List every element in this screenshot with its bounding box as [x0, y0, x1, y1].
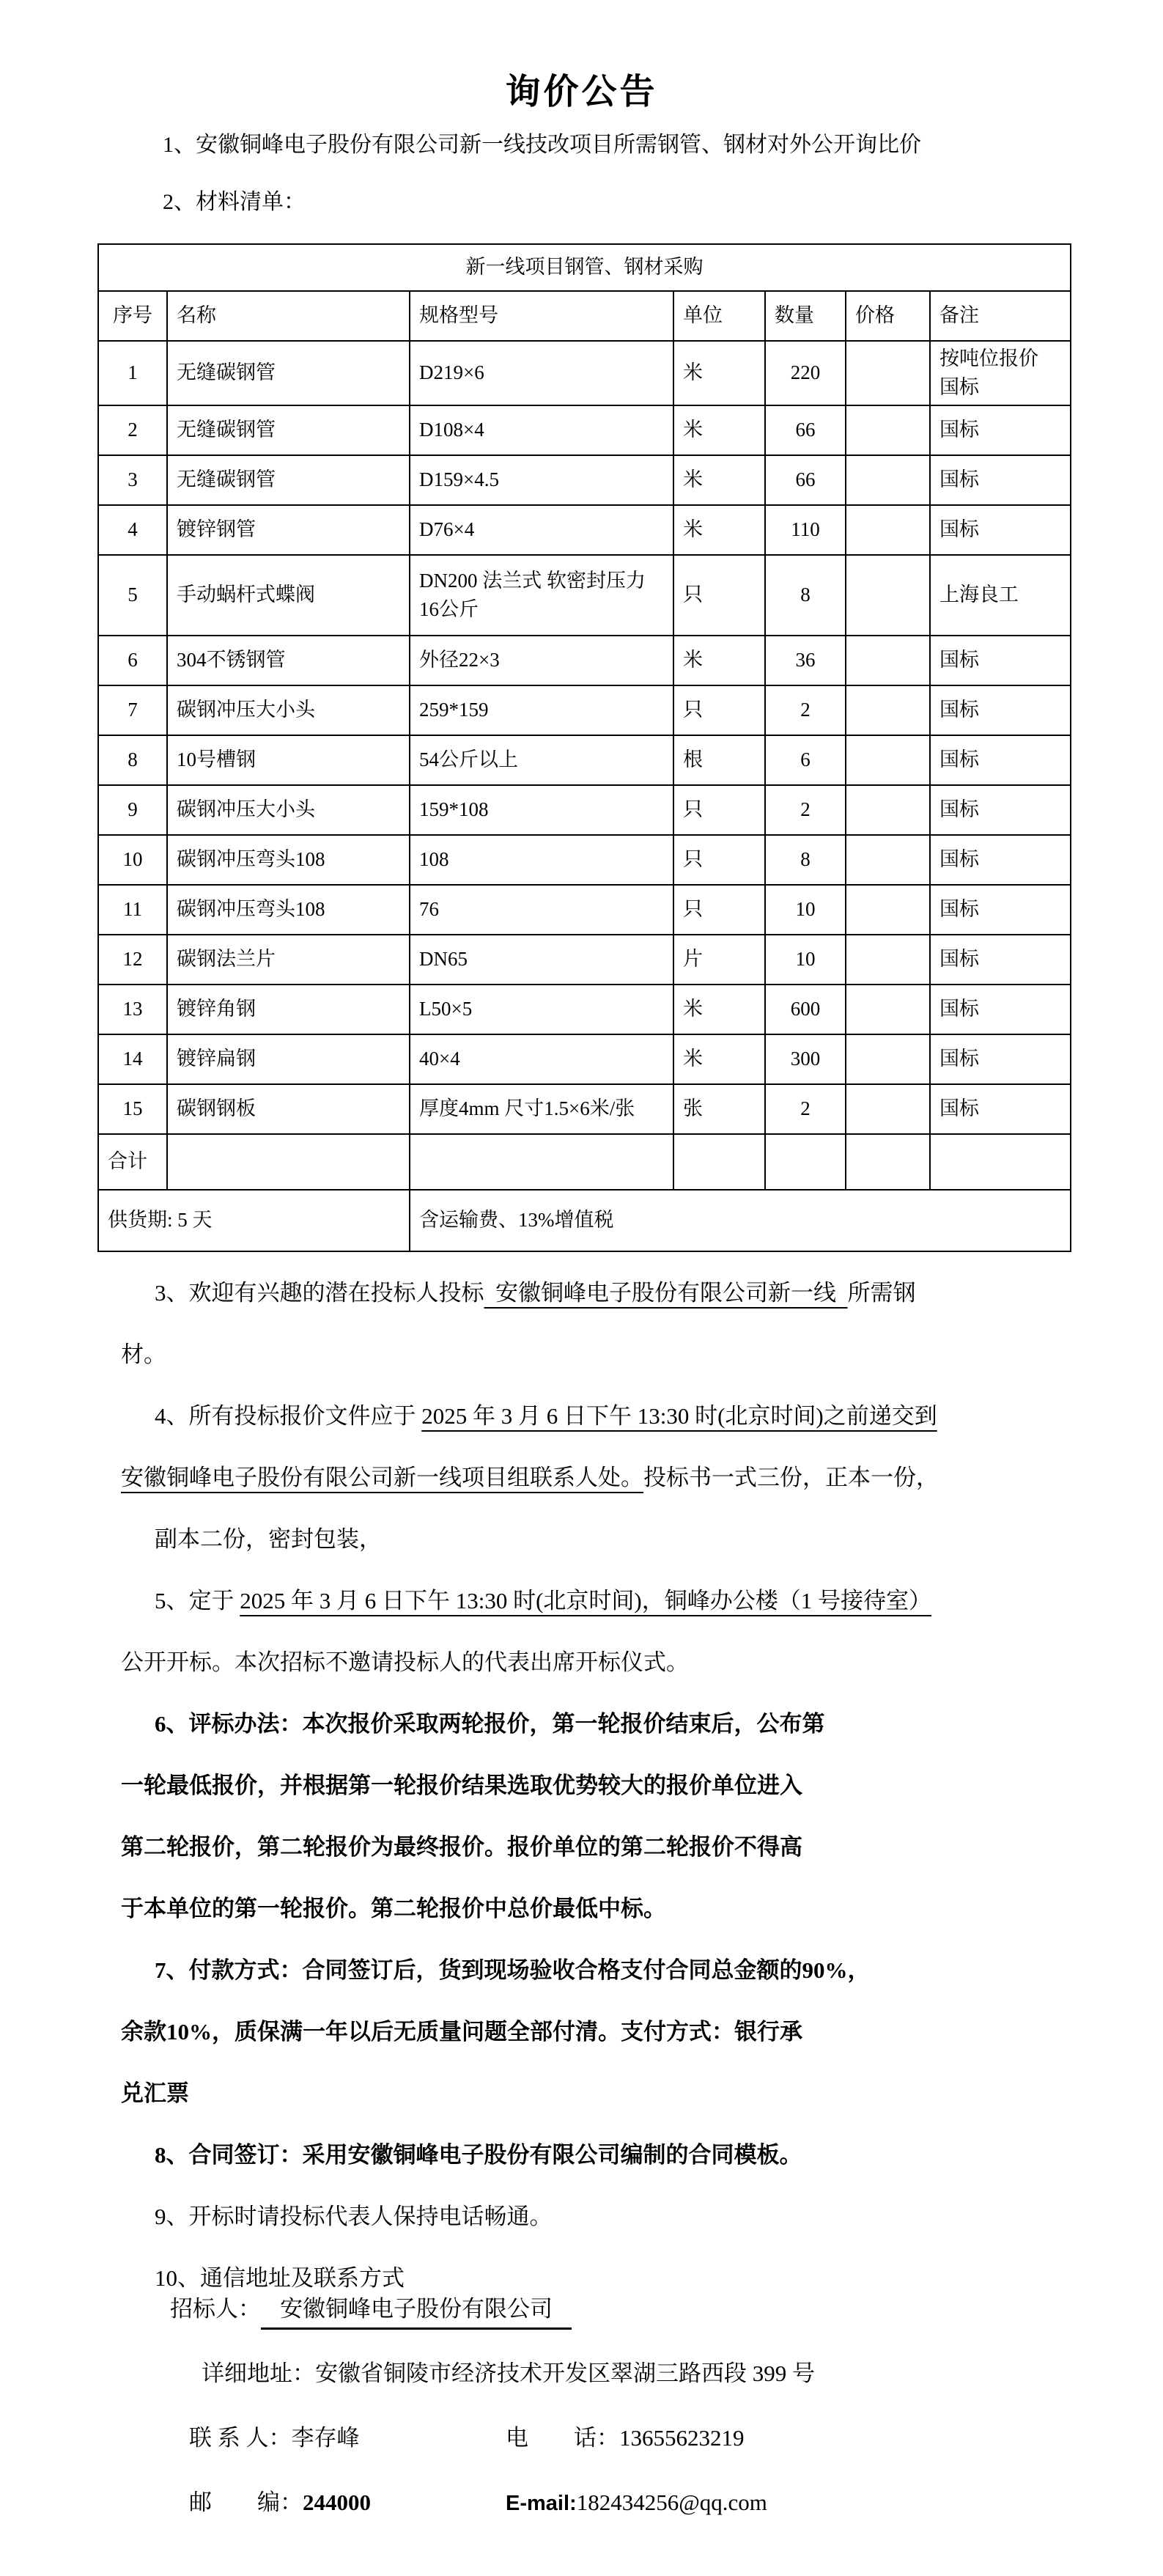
item-remark: 国标	[930, 785, 1071, 835]
row-no: 1	[98, 341, 167, 405]
paragraph-line	[121, 1447, 1074, 1509]
row-no: 14	[98, 1034, 167, 1084]
address-line	[202, 2356, 815, 2391]
column-header: 数量	[765, 291, 846, 341]
row-no: 5	[98, 555, 167, 636]
text-segment: 6、评标办法：本次报价采取两轮报价，第一轮报价结束后，公布第	[155, 1711, 825, 1737]
item-unit: 根	[673, 735, 765, 785]
item-remark: 国标	[930, 985, 1071, 1034]
paragraph-line	[121, 1693, 1074, 1755]
item-spec: DN65	[410, 935, 673, 985]
item-spec: 厚度4mm 尺寸1.5×6米/张	[410, 1084, 673, 1134]
item-price	[846, 735, 930, 785]
item-remark: 国标	[930, 935, 1071, 985]
bidder-label: 招标人：	[170, 2296, 261, 2322]
row-no: 12	[98, 935, 167, 985]
table-row	[98, 885, 1071, 935]
row-no: 13	[98, 985, 167, 1034]
underlined-text: 安徽铜峰电子股份有限公司新一线	[484, 1280, 848, 1306]
terms-section	[121, 1262, 1074, 2309]
table-row	[98, 985, 1071, 1034]
text-segment: 第二轮报价，第二轮报价为最终报价。报价单位的第二轮报价不得高	[121, 1834, 802, 1860]
item-spec: L50×5	[410, 985, 673, 1034]
text-segment: 材。	[121, 1342, 166, 1367]
paragraph-line	[121, 1940, 1074, 2001]
item-remark: 国标	[930, 835, 1071, 885]
materials-table	[97, 243, 1071, 1252]
item-qty: 220	[765, 341, 846, 405]
table-row	[98, 341, 1071, 405]
text-segment: 所需钢	[847, 1280, 916, 1306]
total-label: 合计	[98, 1134, 167, 1190]
text-segment: 4、所有投标报价文件应于	[155, 1403, 422, 1429]
column-header: 规格型号	[410, 291, 673, 341]
item-unit: 米	[673, 985, 765, 1034]
item-qty: 8	[765, 555, 846, 636]
item-price	[846, 341, 930, 405]
item-qty: 36	[765, 636, 846, 685]
text-segment: 一轮最低报价，并根据第一轮报价结果选取优势较大的报价单位进入	[121, 1773, 802, 1798]
item-price	[846, 935, 930, 985]
item-spec: 40×4	[410, 1034, 673, 1084]
text-segment: 兑汇票	[121, 2080, 189, 2106]
row-no: 7	[98, 685, 167, 735]
row-no: 11	[98, 885, 167, 935]
item-remark: 国标	[930, 885, 1071, 935]
paragraph-line	[121, 2001, 1074, 2063]
item-unit: 米	[673, 341, 765, 405]
paragraph-line	[121, 1570, 1074, 1632]
item-qty: 66	[765, 405, 846, 455]
person-name: 李存峰	[291, 2425, 360, 2451]
item-unit: 只	[673, 685, 765, 735]
row-no: 8	[98, 735, 167, 785]
paragraph-line	[121, 1878, 1074, 1940]
intro-item-1: 1、安徽铜峰电子股份有限公司新一线技改项目所需钢管、钢材对外公开询比价	[163, 133, 921, 157]
item-name: 碳钢法兰片	[167, 935, 410, 985]
item-unit: 只	[673, 785, 765, 835]
email-value: 182434256@qq.com	[576, 2489, 767, 2515]
table-row	[98, 636, 1071, 685]
terms-paragraph	[121, 1693, 1074, 1940]
item-name: 碳钢冲压弯头108	[167, 835, 410, 885]
item-unit: 米	[673, 636, 765, 685]
supply-period: 供货期: 5 天	[98, 1190, 410, 1251]
item-price	[846, 835, 930, 885]
phone-number: 13655623219	[619, 2425, 745, 2451]
table-caption: 新一线项目钢管、钢材采购	[98, 244, 1071, 291]
column-header: 价格	[846, 291, 930, 341]
paragraph-line	[121, 1632, 1074, 1693]
item-name: 碳钢冲压弯头108	[167, 885, 410, 935]
item-remark: 上海良工	[930, 555, 1071, 636]
paragraph-line	[121, 1817, 1074, 1878]
address-value: 安徽省铜陵市经济技术开发区翠湖三路西段 399 号	[315, 2360, 815, 2386]
item-unit: 只	[673, 555, 765, 636]
row-no: 15	[98, 1084, 167, 1134]
phone-label: 电 话：	[506, 2425, 619, 2451]
paragraph-line	[121, 1262, 1074, 1324]
item-qty: 6	[765, 735, 846, 785]
item-spec: D159×4.5	[410, 455, 673, 505]
table-row	[98, 785, 1071, 835]
column-header: 序号	[98, 291, 167, 341]
item-spec: 54公斤以上	[410, 735, 673, 785]
terms-paragraph	[121, 1570, 1074, 1693]
item-unit: 米	[673, 1034, 765, 1084]
item-price	[846, 1084, 930, 1134]
table-row	[98, 455, 1071, 505]
item-qty: 2	[765, 1084, 846, 1134]
item-name: 手动蜗杆式蝶阀	[167, 555, 410, 636]
bidder-line	[170, 2292, 572, 2327]
table-row	[98, 685, 1071, 735]
item-unit: 米	[673, 455, 765, 505]
item-unit: 只	[673, 835, 765, 885]
table-row	[98, 405, 1071, 455]
row-no: 6	[98, 636, 167, 685]
text-segment: 公开开标。本次招标不邀请投标人的代表出席开标仪式。	[121, 1649, 689, 1675]
item-name: 无缝碳钢管	[167, 455, 410, 505]
item-spec: 76	[410, 885, 673, 935]
item-qty: 10	[765, 885, 846, 935]
item-name: 碳钢冲压大小头	[167, 685, 410, 735]
paragraph-line	[121, 2186, 1074, 2248]
zip-line	[189, 2485, 767, 2520]
item-price	[846, 1034, 930, 1084]
paragraph-line	[121, 2063, 1074, 2124]
row-no: 10	[98, 835, 167, 885]
item-qty: 66	[765, 455, 846, 505]
item-remark: 国标	[930, 685, 1071, 735]
item-name: 无缝碳钢管	[167, 405, 410, 455]
text-segment: 副本二份，密封包装，	[155, 1526, 382, 1552]
table-caption-row	[98, 244, 1071, 291]
email-group	[506, 2485, 767, 2521]
item-name: 碳钢钢板	[167, 1084, 410, 1134]
item-spec: D108×4	[410, 405, 673, 455]
text-segment: 3、欢迎有兴趣的潜在投标人投标	[155, 1280, 484, 1306]
text-segment: 于本单位的第一轮报价。第二轮报价中总价最低中标。	[121, 1896, 666, 1921]
item-price	[846, 455, 930, 505]
item-price	[846, 636, 930, 685]
item-name: 镀锌角钢	[167, 985, 410, 1034]
person-label: 联 系 人：	[189, 2425, 292, 2451]
item-remark: 国标	[930, 636, 1071, 685]
total-row	[98, 1134, 1071, 1190]
item-price	[846, 685, 930, 735]
zip-label: 邮 编：	[189, 2489, 303, 2515]
column-header: 名称	[167, 291, 410, 341]
item-spec: 159*108	[410, 785, 673, 835]
item-price	[846, 405, 930, 455]
item-unit: 只	[673, 885, 765, 935]
item-spec: 外径22×3	[410, 636, 673, 685]
item-price	[846, 885, 930, 935]
email-label: E-mail:	[506, 2492, 577, 2515]
item-unit: 片	[673, 935, 765, 985]
row-no: 2	[98, 405, 167, 455]
table-row	[98, 835, 1071, 885]
row-no: 3	[98, 455, 167, 505]
paragraph-line	[121, 1509, 1074, 1570]
text-segment: 7、付款方式：合同签订后，货到现场验收合格支付合同总金额的90%，	[155, 1957, 871, 1983]
item-remark: 国标	[930, 1034, 1071, 1084]
item-remark: 国标	[930, 1084, 1071, 1134]
supply-note: 含运输费、13%增值税	[410, 1190, 1071, 1251]
item-remark: 国标	[930, 455, 1071, 505]
table-row	[98, 1034, 1071, 1084]
table-header-row	[98, 291, 1071, 341]
table-row	[98, 935, 1071, 985]
item-unit: 米	[673, 505, 765, 555]
item-price	[846, 555, 930, 636]
item-qty: 600	[765, 985, 846, 1034]
text-segment: 投标书一式三份，正本一份，	[643, 1465, 939, 1490]
address-label: 详细地址：	[202, 2360, 315, 2386]
text-segment: 8、合同签订：采用安徽铜峰电子股份有限公司编制的合同模板。	[155, 2142, 802, 2168]
item-name: 碳钢冲压大小头	[167, 785, 410, 835]
column-header: 单位	[673, 291, 765, 341]
item-qty: 8	[765, 835, 846, 885]
item-unit: 张	[673, 1084, 765, 1134]
item-spec: 259*159	[410, 685, 673, 735]
item-name: 镀锌钢管	[167, 505, 410, 555]
paragraph-line	[121, 1385, 1074, 1447]
text-segment: 余款10%，质保满一年以后无质量问题全部付清。支付方式：银行承	[121, 2019, 802, 2045]
underlined-text: 安徽铜峰电子股份有限公司新一线项目组联系人处。	[121, 1465, 643, 1490]
item-name: 镀锌扁钢	[167, 1034, 410, 1084]
text-segment: 10、通信地址及联系方式	[155, 2265, 405, 2291]
item-remark: 按吨位报价 国标	[930, 341, 1071, 405]
row-no: 4	[98, 505, 167, 555]
item-price	[846, 985, 930, 1034]
page-title: 询价公告	[505, 73, 658, 111]
terms-paragraph	[121, 2124, 1074, 2186]
underlined-text: 2025 年 3 月 6 日下午 13:30 时(北京时间)之前递交到	[421, 1403, 937, 1429]
bidder-name: 安徽铜峰电子股份有限公司	[261, 2296, 572, 2330]
text-segment: 9、开标时请投标代表人保持电话畅通。	[155, 2204, 553, 2229]
person-line	[189, 2421, 745, 2456]
item-price	[846, 505, 930, 555]
item-remark: 国标	[930, 505, 1071, 555]
item-remark: 国标	[930, 735, 1071, 785]
zip-code: 244000	[303, 2489, 371, 2515]
paragraph-line	[121, 1755, 1074, 1817]
item-price	[846, 785, 930, 835]
item-name: 无缝碳钢管	[167, 341, 410, 405]
item-qty: 110	[765, 505, 846, 555]
row-no: 9	[98, 785, 167, 835]
supply-row	[98, 1190, 1071, 1251]
item-name: 10号槽钢	[167, 735, 410, 785]
item-qty: 300	[765, 1034, 846, 1084]
text-segment: 5、定于	[155, 1588, 240, 1613]
item-spec: DN200 法兰式 软密封压力16公斤	[410, 555, 673, 636]
item-spec: 108	[410, 835, 673, 885]
table-row	[98, 1084, 1071, 1134]
terms-paragraph	[121, 1262, 1074, 1385]
table-row	[98, 505, 1071, 555]
item-name: 304不锈钢管	[167, 636, 410, 685]
paragraph-line	[121, 2124, 1074, 2186]
intro-item-2: 2、材料清单：	[163, 190, 306, 214]
item-qty: 2	[765, 685, 846, 735]
column-header: 备注	[930, 291, 1071, 341]
item-qty: 10	[765, 935, 846, 985]
item-unit: 米	[673, 405, 765, 455]
item-spec: D76×4	[410, 505, 673, 555]
item-qty: 2	[765, 785, 846, 835]
terms-paragraph	[121, 2186, 1074, 2248]
phone-group	[506, 2421, 745, 2456]
paragraph-line	[121, 1324, 1074, 1385]
terms-paragraph	[121, 1385, 1074, 1570]
item-spec: D219×6	[410, 341, 673, 405]
underlined-text: 2025 年 3 月 6 日下午 13:30 时(北京时间)，铜峰办公楼（1 号接待室）	[240, 1588, 932, 1613]
table-row	[98, 735, 1071, 785]
terms-paragraph	[121, 1940, 1074, 2124]
item-remark: 国标	[930, 405, 1071, 455]
table-row	[98, 555, 1071, 636]
